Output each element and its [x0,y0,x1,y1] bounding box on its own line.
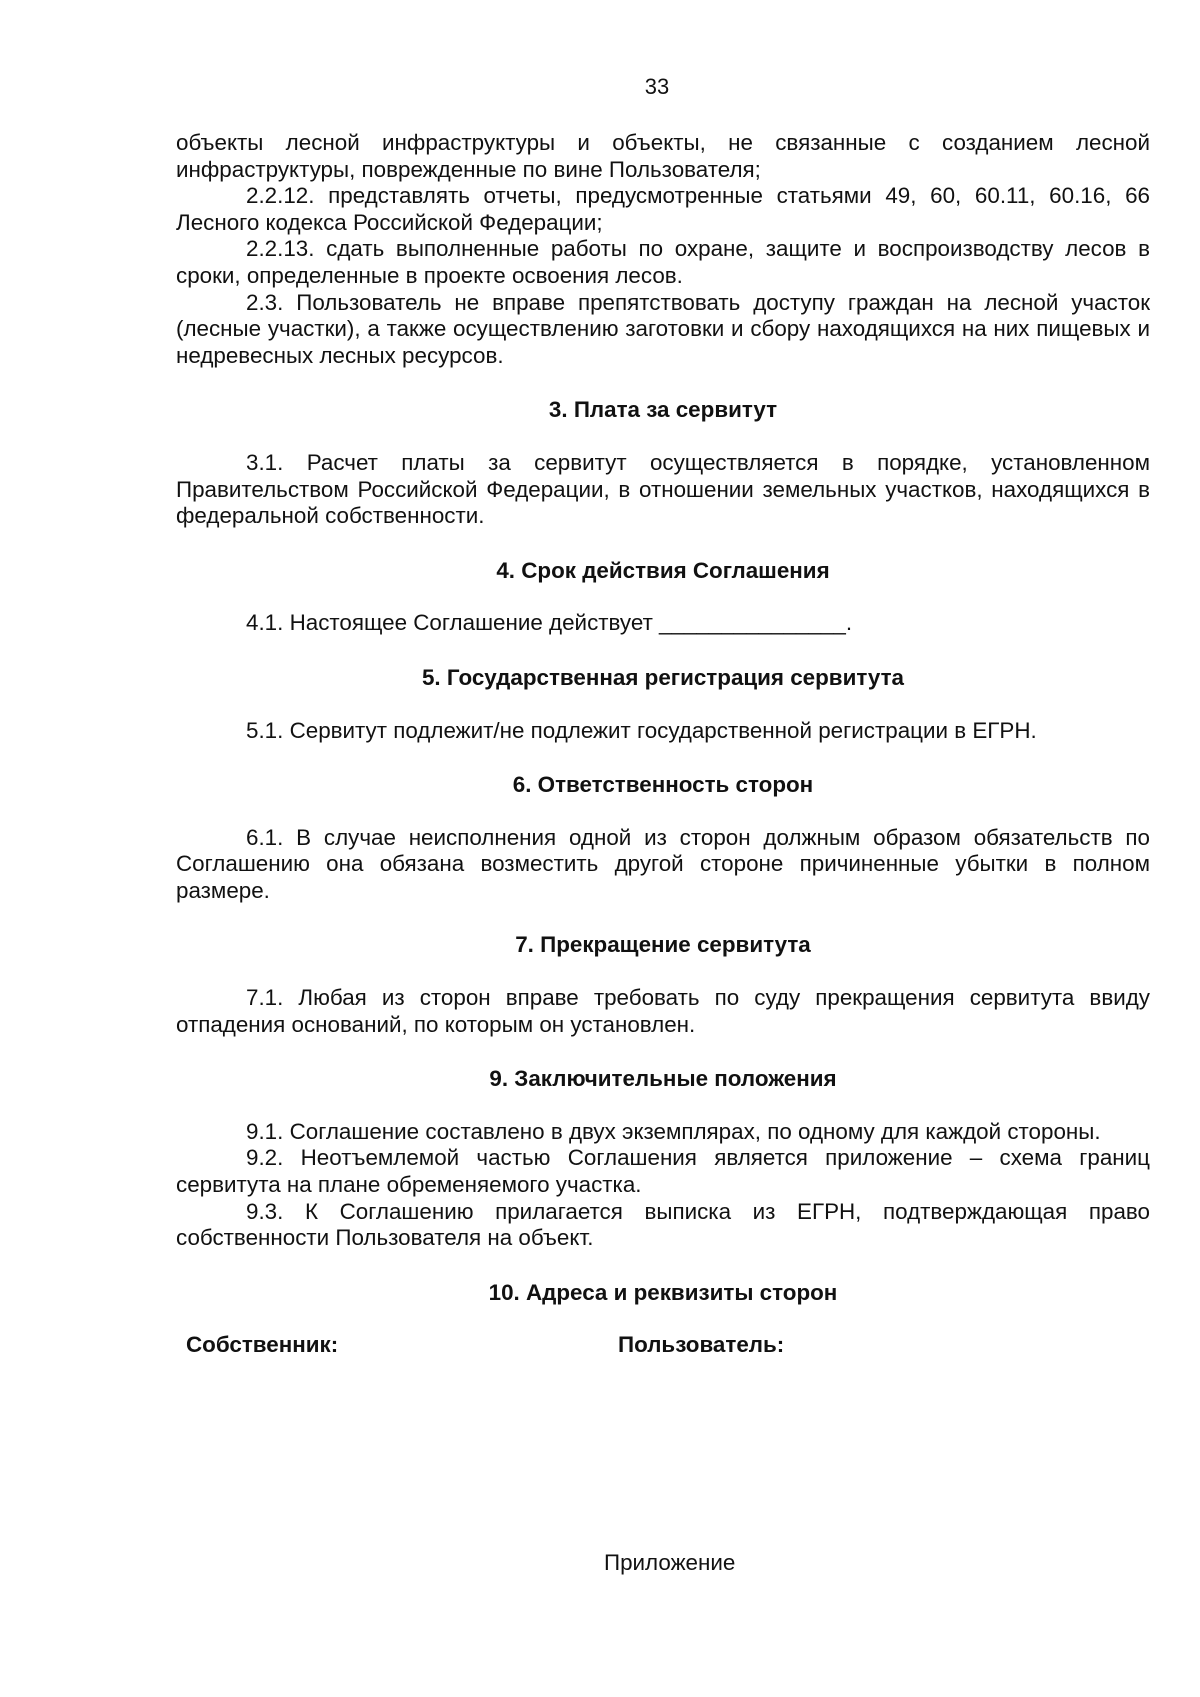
paragraph-3-1: 3.1. Расчет платы за сервитут осуществляется в порядке, установленном Правительством Российской Федерации, в отношении земельных участков, находящихся в федеральной собственности. [176,449,1150,529]
paragraph-9-2: 9.2. Неотъемлемой частью Соглашения является приложение – схема границ сервитута на плане обременяемого участка. [176,1145,1150,1198]
section-5-heading: 5. Государственная регистрация сервитута [421,664,905,690]
page-number: 33 [644,74,670,99]
paragraph-9-1: 9.1. Соглашение составлено в двух экземплярах, по одному для каждой стороны. [246,1118,1101,1144]
appendix-label: Приложение [604,1550,736,1575]
paragraph-7-1: 7.1. Любая из сторон вправе требовать по суду прекращения сервитута ввиду отпадения оснований, по которым он установлен. [176,985,1150,1037]
section-3-heading: 3. Плата за сервитут [548,397,778,423]
section-4-heading: 4. Срок действия Соглашения [496,557,830,583]
section-10-heading: 10. Адреса и реквизиты сторон [488,1279,838,1305]
parties-signature-row [176,1332,1150,1362]
paragraph-9-3: 9.3. К Соглашению прилагается выписка из ЕГРН, подтверждающая право собственности Пользователя на объект. [176,1198,1150,1251]
paragraph-5-1: 5.1. Сервитут подлежит/не подлежит государственной регистрации в ЕГРН. [246,717,1037,743]
paragraph-2-3: 2.3. Пользователь не вправе препятствовать доступу граждан на лесной участок (лесные участки), а также осуществлению заготовки и сбору находящихся на них пищевых и недревесных лесных ресурсов. [176,289,1150,368]
section-9-heading: 9. Заключительные положения [489,1066,837,1092]
owner-label: Собственник: [186,1332,339,1358]
section-7-heading: 7. Прекращение сервитута [515,932,811,958]
paragraph-continuation: объекты лесной инфраструктуры и объекты, не связанные с созданием лесной инфраструктуры, поврежденные по вине Пользователя; [176,130,1150,182]
user-label: Пользователь: [618,1332,785,1358]
paragraph-2-2-13: 2.2.13. сдать выполненные работы по охране, защите и воспроизводству лесов в сроки, определенные в проекте освоения лесов. [176,236,1150,288]
paragraph-2-2-12: 2.2.12. представлять отчеты, предусмотренные статьями 49, 60, 60.11, 60.16, 66 Лесного кодекса Российской Федерации; [176,183,1150,235]
paragraph-4-1: 4.1. Настоящее Соглашение действует _______________. [246,610,853,636]
document-body [176,130,1150,1362]
section-6-heading: 6. Ответственность сторон [512,772,814,798]
paragraph-6-1: 6.1. В случае неисполнения одной из сторон должным образом обязательств по Соглашению она обязана возместить другой стороне причиненные убытки в полном размере. [176,824,1150,903]
